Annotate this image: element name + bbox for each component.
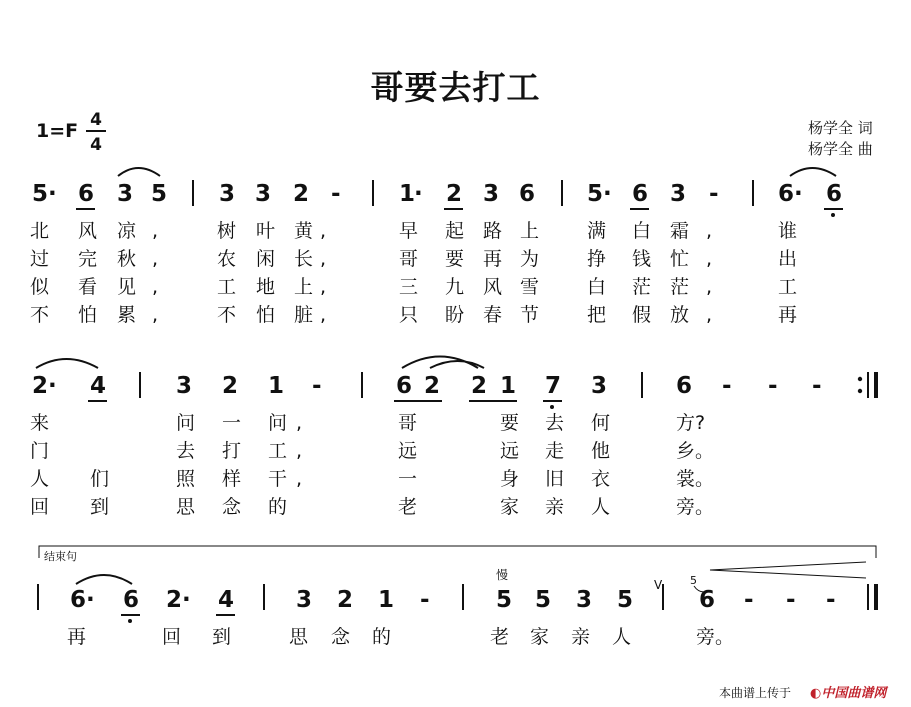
note: 3 — [176, 373, 193, 399]
lyric-char: , — [296, 440, 303, 462]
note: 3 — [591, 373, 608, 399]
lyric-char: , — [706, 248, 713, 270]
lyric-char: 雪 — [520, 276, 540, 298]
note: 2 — [471, 373, 488, 399]
composer-credit: 杨学全 曲 — [808, 140, 873, 158]
lyric-char: 路 — [483, 220, 503, 242]
dash: - — [786, 587, 796, 613]
lyric-char: 要 — [500, 412, 520, 434]
lyric-char: 问 — [176, 412, 196, 434]
ending-bracket — [39, 546, 876, 558]
note: 6 — [778, 181, 795, 207]
lyric-char: 老 — [490, 626, 510, 648]
lyric-char: 照 — [176, 468, 196, 490]
lyric-char: 旧 — [545, 468, 565, 490]
lyric-char: 何 — [591, 412, 611, 434]
lyric-char: 把 — [587, 304, 607, 326]
lyric-char: 再 — [483, 248, 503, 270]
lyric-char: 不 — [217, 304, 237, 326]
upload-text: 本曲谱上传于 — [719, 686, 792, 700]
lyric-char: 旁。 — [676, 496, 715, 518]
lyric-char: 身 — [500, 468, 520, 490]
dash: - — [744, 587, 754, 613]
breath-mark: V — [654, 578, 663, 592]
lyric-char: , — [320, 220, 327, 242]
lyric-char: 不 — [30, 304, 50, 326]
lyric-char: 的 — [372, 626, 392, 648]
lyric-char: 家 — [500, 496, 520, 518]
note: 6 — [699, 587, 716, 613]
repeat-dot — [858, 389, 862, 393]
time-signature-top: 4 — [90, 110, 102, 130]
lyric-char: , — [296, 412, 303, 434]
grace-tie — [694, 586, 704, 592]
lyric-char: 裳。 — [676, 468, 715, 490]
ending-label: 结束句 — [44, 550, 77, 563]
lyric-char: 上 — [520, 220, 540, 242]
lyric-char: 亲 — [545, 496, 565, 518]
lyric-char: 人 — [30, 468, 50, 490]
lyric-char: 忙 — [670, 248, 690, 270]
dot-duration: · — [86, 587, 95, 613]
lyric-char: 白 — [632, 220, 652, 242]
dash: - — [420, 587, 430, 613]
note: 2 — [424, 373, 441, 399]
lyric-char: , — [320, 248, 327, 270]
grace-note: 5 — [690, 574, 697, 587]
note: 1 — [268, 373, 285, 399]
lyric-char: 方? — [676, 412, 706, 434]
note: 6 — [632, 181, 649, 207]
lyric-char: 起 — [445, 220, 465, 242]
tempo-marking: 慢 — [496, 568, 509, 582]
note: 5 — [587, 181, 604, 207]
lyric-char: 叶 — [256, 220, 276, 242]
note: 6 — [70, 587, 87, 613]
lyric-char: 北 — [30, 220, 50, 242]
note: 7 — [545, 373, 562, 399]
lyric-char: 他 — [591, 440, 611, 462]
lyric-char: 树 — [217, 220, 237, 242]
note: 6 — [78, 181, 95, 207]
lyric-char: 念 — [331, 626, 351, 648]
note: 4 — [90, 373, 107, 399]
slur — [36, 359, 98, 368]
lyric-char: 到 — [90, 496, 110, 518]
lyric-char: 样 — [222, 468, 242, 490]
note: 3 — [296, 587, 313, 613]
lyric-char: 亲 — [571, 626, 591, 648]
lyric-char: 为 — [520, 248, 540, 270]
lyric-char: 放 — [670, 304, 690, 326]
note: 1 — [378, 587, 395, 613]
lyric-char: 回 — [30, 496, 50, 518]
note: 3 — [483, 181, 500, 207]
note: 6 — [123, 587, 140, 613]
lyric-char: 远 — [500, 440, 520, 462]
lyric-char: 再 — [67, 626, 87, 648]
slur — [118, 168, 160, 176]
dash: - — [709, 181, 719, 207]
lyric-char: 闲 — [256, 248, 276, 270]
lyric-char: 挣 — [587, 248, 607, 270]
lyric-char: 怕 — [256, 304, 276, 326]
lyric-char: 远 — [398, 440, 418, 462]
lyric-char: 秋 — [117, 248, 137, 270]
lyric-char: 怕 — [78, 304, 98, 326]
decrescendo-hairpin — [710, 562, 866, 578]
octave-dot — [128, 619, 132, 623]
lyric-char: 茫 — [670, 276, 690, 298]
note: 6 — [396, 373, 413, 399]
note: 1 — [500, 373, 517, 399]
octave-dot — [831, 213, 835, 217]
lyric-char: 只 — [399, 304, 419, 326]
lyric-char: 哥 — [399, 248, 419, 270]
lyric-char: 盼 — [445, 304, 465, 326]
lyric-char: 一 — [222, 412, 242, 434]
lyric-char: 似 — [30, 276, 50, 298]
lyric-char: 工 — [778, 276, 798, 298]
note: 3 — [255, 181, 272, 207]
lyric-char: , — [706, 220, 713, 242]
lyric-char: 白 — [587, 276, 607, 298]
slur — [790, 168, 836, 176]
lyric-char: 看 — [78, 276, 98, 298]
note: 1 — [399, 181, 416, 207]
lyric-char: 凉 — [117, 220, 137, 242]
lyric-char: 一 — [398, 468, 418, 490]
lyric-char: 春 — [483, 304, 503, 326]
logo-icon: ◐ — [810, 686, 822, 701]
lyric-char: 念 — [222, 496, 242, 518]
lyric-char: , — [296, 468, 303, 490]
lyric-char: 工 — [217, 276, 237, 298]
lyric-char: , — [152, 276, 159, 298]
lyric-char: , — [152, 304, 159, 326]
lyric-char: 满 — [587, 220, 607, 242]
dash: - — [812, 373, 822, 399]
lyric-char: , — [706, 304, 713, 326]
lyric-char: 上 — [294, 276, 314, 298]
note: 6 — [676, 373, 693, 399]
lyric-char: 九 — [445, 276, 465, 298]
dot-duration: · — [48, 373, 57, 399]
note: 5 — [151, 181, 168, 207]
lyric-char: 人 — [612, 626, 632, 648]
lyric-char: 累 — [117, 304, 137, 326]
lyric-char: 乡。 — [676, 440, 715, 462]
lyric-char: 走 — [545, 440, 565, 462]
dash: - — [768, 373, 778, 399]
note: 5 — [617, 587, 634, 613]
note: 6 — [519, 181, 536, 207]
lyric-char: , — [152, 220, 159, 242]
lyric-char: 工 — [268, 440, 288, 462]
lyric-char: 节 — [520, 304, 540, 326]
lyric-char: , — [320, 276, 327, 298]
note: 3 — [670, 181, 687, 207]
lyric-char: 去 — [176, 440, 196, 462]
lyric-char: 过 — [30, 248, 50, 270]
note: 2 — [222, 373, 239, 399]
lyric-char: 见 — [117, 276, 137, 298]
page-title: 哥要去打工 — [370, 68, 541, 107]
time-signature-bottom: 4 — [90, 135, 102, 155]
lyric-char: 茫 — [632, 276, 652, 298]
dot-duration: · — [48, 181, 57, 207]
note: 3 — [576, 587, 593, 613]
lyric-char: 家 — [530, 626, 550, 648]
lyric-char: 谁 — [778, 220, 798, 242]
lyric-char: 要 — [445, 248, 465, 270]
note: 6 — [826, 181, 843, 207]
logo-text: 中国曲谱网 — [821, 686, 887, 701]
lyric-char: 农 — [217, 248, 237, 270]
lyric-char: 思 — [289, 626, 309, 648]
dot-duration: · — [182, 587, 191, 613]
lyric-char: 早 — [399, 220, 419, 242]
note: 2 — [293, 181, 310, 207]
lyric-char: 回 — [162, 626, 182, 648]
lyric-char: , — [152, 248, 159, 270]
note: 2 — [446, 181, 463, 207]
lyric-char: 干 — [268, 468, 288, 490]
repeat-dot — [858, 377, 862, 381]
lyric-char: 来 — [30, 412, 50, 434]
note: 5 — [32, 181, 49, 207]
lyric-char: 脏 — [294, 304, 314, 326]
note: 2 — [166, 587, 183, 613]
lyricist-credit: 杨学全 词 — [808, 119, 873, 137]
lyric-char: 人 — [591, 496, 611, 518]
note: 5 — [535, 587, 552, 613]
note: 2 — [32, 373, 49, 399]
lyric-char: 长 — [294, 248, 314, 270]
lyric-char: 风 — [78, 220, 98, 242]
note: 3 — [117, 181, 134, 207]
lyric-char: 门 — [30, 440, 50, 462]
lyric-char: 假 — [632, 304, 652, 326]
lyric-char: 黄 — [294, 220, 314, 242]
lyric-char: , — [320, 304, 327, 326]
note: 5 — [496, 587, 513, 613]
lyric-char: 问 — [268, 412, 288, 434]
lyric-char: , — [706, 276, 713, 298]
dot-duration: · — [794, 181, 803, 207]
lyric-char: 哥 — [398, 412, 418, 434]
note: 4 — [218, 587, 235, 613]
dash: - — [722, 373, 732, 399]
lyric-char: 思 — [176, 496, 196, 518]
lyric-char: 去 — [545, 412, 565, 434]
lyric-char: 旁。 — [696, 626, 735, 648]
lyric-char: 出 — [778, 248, 798, 270]
dot-duration: · — [414, 181, 423, 207]
lyric-char: 老 — [398, 496, 418, 518]
note: 2 — [337, 587, 354, 613]
dash: - — [826, 587, 836, 613]
lyric-char: 再 — [778, 304, 798, 326]
slur — [76, 575, 132, 584]
key-signature: 1=F — [36, 120, 79, 142]
dash: - — [312, 373, 322, 399]
lyric-char: 的 — [268, 496, 288, 518]
lyric-char: 们 — [90, 468, 110, 490]
note: 3 — [219, 181, 236, 207]
lyric-char: 到 — [212, 626, 232, 648]
dash: - — [331, 181, 341, 207]
lyric-char: 钱 — [632, 248, 652, 270]
lyric-char: 三 — [399, 276, 419, 298]
dot-duration: · — [603, 181, 612, 207]
octave-dot — [550, 405, 554, 409]
lyric-char: 打 — [222, 440, 242, 462]
lyric-char: 地 — [256, 276, 276, 298]
lyric-char: 风 — [483, 276, 503, 298]
lyric-char: 完 — [78, 248, 98, 270]
lyric-char: 霜 — [670, 220, 690, 242]
lyric-char: 衣 — [591, 468, 611, 490]
